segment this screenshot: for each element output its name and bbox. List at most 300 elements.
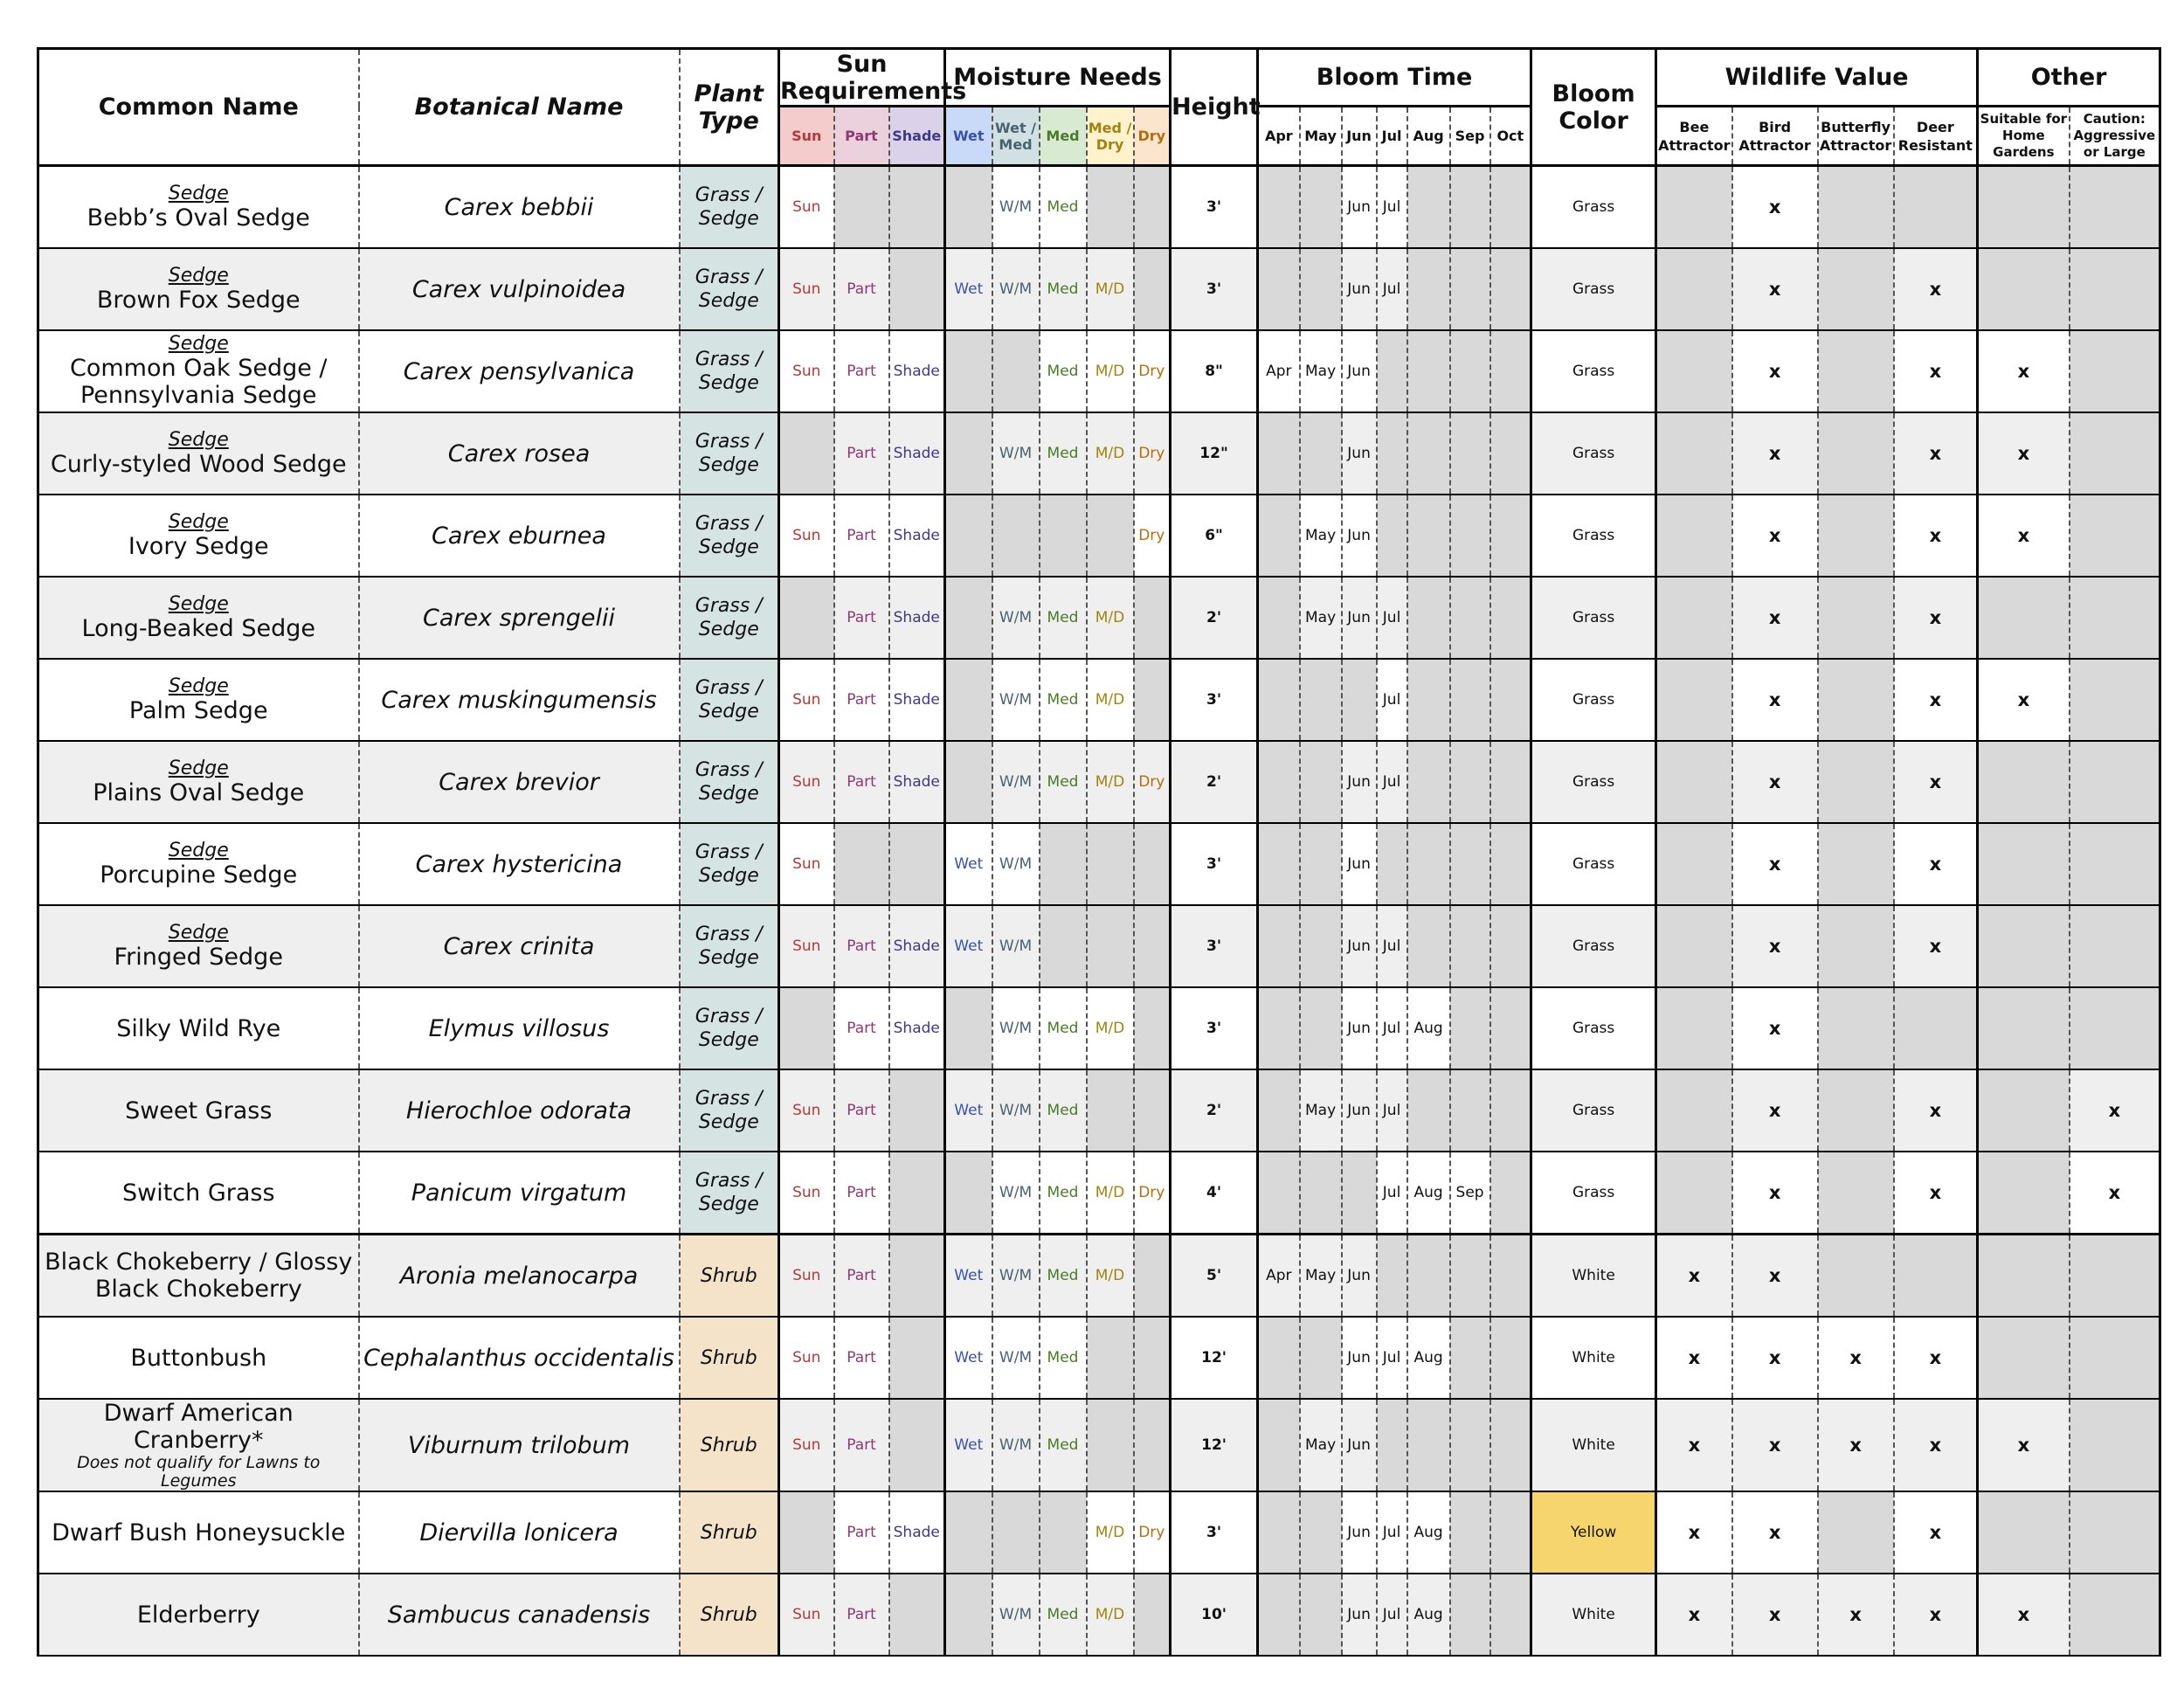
wildlife-cell bbox=[1894, 659, 1978, 741]
header-bloom-time: Bloom Time bbox=[1258, 49, 1531, 107]
sun-cell bbox=[834, 905, 889, 987]
bloom-color-cell bbox=[1531, 166, 1656, 249]
check-mark: x bbox=[2017, 1604, 2030, 1625]
sun-cell bbox=[779, 1235, 834, 1318]
plant-botanical-name: Diervilla lonicera bbox=[419, 1519, 619, 1546]
wildlife-cell bbox=[1894, 166, 1978, 249]
moisture-cell bbox=[945, 412, 992, 495]
header-row-top bbox=[38, 49, 2160, 107]
height-cell bbox=[1171, 1152, 1258, 1235]
bloom-month-cell bbox=[1490, 166, 1531, 249]
other-cell bbox=[2070, 412, 2160, 495]
header-plant-type: Plant Type bbox=[680, 49, 779, 166]
bloom-month-cell bbox=[1450, 1317, 1490, 1399]
moisture-cell bbox=[992, 166, 1040, 249]
moisture-cell bbox=[945, 1235, 992, 1318]
sun-value: Sun bbox=[792, 1102, 821, 1119]
wildlife-cell bbox=[1818, 412, 1894, 495]
plant-category: Sedge bbox=[168, 921, 229, 944]
wildlife-cell bbox=[1656, 330, 1732, 412]
bloom-color-cell bbox=[1531, 1491, 1656, 1574]
plant-common-name: Ivory Sedge bbox=[128, 532, 269, 560]
sun-value: Sun bbox=[792, 1267, 821, 1284]
botanical-name-cell bbox=[359, 1317, 680, 1399]
bloom-month-cell bbox=[1258, 166, 1300, 249]
bloom-month-cell bbox=[1407, 1399, 1450, 1491]
other-cell bbox=[1978, 577, 2070, 659]
check-mark: x bbox=[1929, 279, 1942, 300]
table-row bbox=[38, 741, 2160, 823]
check-mark: x bbox=[2017, 689, 2030, 710]
bloom-month-cell bbox=[1407, 166, 1450, 249]
other-cell bbox=[1978, 248, 2070, 330]
moisture-value: M/D bbox=[1095, 363, 1125, 380]
wildlife-cell bbox=[1818, 905, 1894, 987]
moisture-cell bbox=[1134, 987, 1171, 1069]
moisture-value: W/M bbox=[999, 1349, 1033, 1366]
check-mark: x bbox=[1849, 1604, 1862, 1625]
check-mark: x bbox=[1768, 279, 1781, 300]
bloom-month-cell bbox=[1258, 987, 1300, 1069]
other-cell bbox=[1978, 330, 2070, 412]
sun-value: Shade bbox=[893, 609, 940, 626]
wildlife-cell bbox=[1732, 1399, 1818, 1491]
bloom-month-cell bbox=[1450, 248, 1490, 330]
sun-cell bbox=[834, 741, 889, 823]
check-mark: x bbox=[2017, 443, 2030, 464]
plant-table bbox=[37, 47, 2161, 1657]
bloom-month-cell bbox=[1490, 1235, 1531, 1318]
moisture-cell bbox=[1134, 412, 1171, 495]
bloom-month-cell bbox=[1377, 495, 1407, 577]
moisture-cell bbox=[1087, 577, 1134, 659]
moisture-value: M/D bbox=[1095, 1020, 1125, 1037]
bloom-month-cell bbox=[1342, 741, 1377, 823]
table-row bbox=[38, 1399, 2160, 1491]
moisture-cell bbox=[945, 330, 992, 412]
table-row bbox=[38, 412, 2160, 495]
table-row bbox=[38, 1491, 2160, 1574]
common-name-cell bbox=[38, 412, 359, 495]
bloom-month: Jul bbox=[1382, 1102, 1401, 1119]
bloom-month-cell bbox=[1258, 823, 1300, 905]
wildlife-cell bbox=[1894, 248, 1978, 330]
sun-cell bbox=[889, 659, 945, 741]
check-mark: x bbox=[1768, 1100, 1781, 1121]
botanical-name-cell bbox=[359, 495, 680, 577]
bloom-month-cell bbox=[1377, 1491, 1407, 1574]
bloom-month-cell bbox=[1407, 659, 1450, 741]
other-cell bbox=[1978, 1069, 2070, 1152]
plant-height: 12' bbox=[1201, 1349, 1227, 1366]
wildlife-cell bbox=[1732, 1235, 1818, 1318]
sun-cell bbox=[779, 412, 834, 495]
sun-value: Part bbox=[847, 609, 876, 626]
wildlife-cell bbox=[1656, 248, 1732, 330]
bloom-month: Aug bbox=[1413, 1349, 1443, 1366]
check-mark: x bbox=[2017, 525, 2030, 546]
bloom-color-cell bbox=[1531, 248, 1656, 330]
bloom-month-cell bbox=[1450, 495, 1490, 577]
plant-height: 6" bbox=[1205, 527, 1223, 544]
sun-cell bbox=[779, 905, 834, 987]
bloom-month: Jun bbox=[1347, 1267, 1371, 1284]
other-cell bbox=[2070, 330, 2160, 412]
moisture-cell bbox=[1040, 1152, 1087, 1235]
moisture-cell bbox=[1087, 330, 1134, 412]
other-cell bbox=[2070, 823, 2160, 905]
botanical-name-cell bbox=[359, 1574, 680, 1656]
table-row bbox=[38, 1317, 2160, 1399]
bloom-month-cell bbox=[1490, 1399, 1531, 1491]
wildlife-cell bbox=[1732, 412, 1818, 495]
other-cell bbox=[2070, 1399, 2160, 1491]
wildlife-cell bbox=[1656, 659, 1732, 741]
bloom-month-cell bbox=[1450, 330, 1490, 412]
bloom-month-cell bbox=[1300, 577, 1342, 659]
plant-height: 2' bbox=[1206, 609, 1222, 626]
moisture-value: M/D bbox=[1095, 773, 1125, 791]
plant-botanical-name: Viburnum trilobum bbox=[407, 1431, 631, 1459]
bloom-month-cell bbox=[1407, 1491, 1450, 1574]
bloom-month-cell bbox=[1377, 248, 1407, 330]
header-med-dry: Med / Dry bbox=[1087, 107, 1134, 166]
plant-botanical-name: Carex bebbii bbox=[444, 193, 594, 221]
bloom-month-cell bbox=[1258, 1399, 1300, 1491]
wildlife-cell bbox=[1656, 1399, 1732, 1491]
bloom-month: Jun bbox=[1347, 773, 1371, 791]
bloom-color-cell bbox=[1531, 823, 1656, 905]
moisture-cell bbox=[1087, 1491, 1134, 1574]
moisture-cell bbox=[992, 905, 1040, 987]
moisture-cell bbox=[1134, 495, 1171, 577]
moisture-cell bbox=[1087, 823, 1134, 905]
bloom-month-cell bbox=[1300, 1491, 1342, 1574]
moisture-cell bbox=[1134, 1574, 1171, 1656]
sun-cell bbox=[834, 412, 889, 495]
bloom-month-cell bbox=[1407, 412, 1450, 495]
plant-type-cell bbox=[680, 823, 779, 905]
bloom-color: White bbox=[1572, 1349, 1615, 1366]
sun-value: Part bbox=[847, 773, 876, 791]
table-row bbox=[38, 495, 2160, 577]
common-name-cell bbox=[38, 823, 359, 905]
moisture-cell bbox=[1087, 248, 1134, 330]
sun-value: Sun bbox=[792, 937, 821, 955]
check-mark: x bbox=[1929, 361, 1942, 382]
bloom-month-cell bbox=[1377, 166, 1407, 249]
check-mark: x bbox=[1929, 854, 1942, 875]
sun-value: Sun bbox=[792, 363, 821, 380]
moisture-value: M/D bbox=[1095, 609, 1125, 626]
header-wet-med: Wet / Med bbox=[992, 107, 1040, 166]
common-name-cell bbox=[38, 495, 359, 577]
botanical-name-cell bbox=[359, 1152, 680, 1235]
moisture-cell bbox=[945, 577, 992, 659]
bloom-month-cell bbox=[1407, 905, 1450, 987]
moisture-cell bbox=[992, 495, 1040, 577]
bloom-month-cell bbox=[1300, 905, 1342, 987]
bloom-month-cell bbox=[1407, 1235, 1450, 1318]
plant-category: Sedge bbox=[168, 675, 229, 697]
other-cell bbox=[2070, 741, 2160, 823]
table-row bbox=[38, 987, 2160, 1069]
sun-value: Shade bbox=[893, 691, 940, 709]
moisture-value: Med bbox=[1047, 1349, 1079, 1366]
moisture-cell bbox=[992, 823, 1040, 905]
bloom-month-cell bbox=[1450, 1399, 1490, 1491]
check-mark: x bbox=[1688, 1435, 1701, 1456]
other-cell bbox=[2070, 166, 2160, 249]
bloom-month-cell bbox=[1300, 987, 1342, 1069]
bloom-month-cell bbox=[1258, 1152, 1300, 1235]
sun-value: Sun bbox=[792, 855, 821, 873]
moisture-cell bbox=[945, 1491, 992, 1574]
bloom-color: Grass bbox=[1572, 1102, 1615, 1119]
bloom-color: Grass bbox=[1572, 1020, 1615, 1037]
height-cell bbox=[1171, 659, 1258, 741]
plant-height: 8" bbox=[1205, 363, 1223, 380]
other-cell bbox=[2070, 248, 2160, 330]
wildlife-cell bbox=[1818, 577, 1894, 659]
bloom-month: Jun bbox=[1347, 609, 1371, 626]
plant-height: 3' bbox=[1206, 937, 1222, 955]
bloom-month-cell bbox=[1377, 1069, 1407, 1152]
plant-height: 3' bbox=[1206, 280, 1222, 298]
height-cell bbox=[1171, 1069, 1258, 1152]
bloom-month: Sep bbox=[1455, 1184, 1484, 1201]
bloom-month-cell bbox=[1258, 1491, 1300, 1574]
sun-cell bbox=[889, 1399, 945, 1491]
check-mark: x bbox=[1768, 1522, 1781, 1543]
plant-common-name: Dwarf American Cranberry* bbox=[103, 1400, 294, 1454]
bloom-month-cell bbox=[1490, 330, 1531, 412]
bloom-month-cell bbox=[1450, 905, 1490, 987]
height-cell bbox=[1171, 166, 1258, 249]
bloom-month-cell bbox=[1407, 1152, 1450, 1235]
other-cell bbox=[2070, 577, 2160, 659]
height-cell bbox=[1171, 1491, 1258, 1574]
bloom-color-cell bbox=[1531, 905, 1656, 987]
bloom-month-cell bbox=[1407, 495, 1450, 577]
bloom-color: Grass bbox=[1572, 1184, 1615, 1201]
wildlife-cell bbox=[1818, 659, 1894, 741]
bloom-month-cell bbox=[1342, 577, 1377, 659]
plant-type: Grass / Sedge bbox=[695, 1088, 763, 1133]
header-sep: Sep bbox=[1450, 107, 1490, 166]
bloom-month-cell bbox=[1450, 1069, 1490, 1152]
wildlife-cell bbox=[1732, 495, 1818, 577]
check-mark: x bbox=[1929, 607, 1942, 628]
botanical-name-cell bbox=[359, 166, 680, 249]
bloom-month: Jul bbox=[1382, 773, 1401, 791]
sun-value: Part bbox=[847, 937, 876, 955]
sun-cell bbox=[834, 1069, 889, 1152]
moisture-cell bbox=[1040, 905, 1087, 987]
bloom-month-cell bbox=[1450, 577, 1490, 659]
bloom-month-cell bbox=[1450, 1491, 1490, 1574]
plant-botanical-name: Elymus villosus bbox=[428, 1014, 610, 1042]
plant-category: Sedge bbox=[168, 333, 229, 355]
bloom-color: Yellow bbox=[1570, 1524, 1617, 1541]
wildlife-cell bbox=[1818, 987, 1894, 1069]
sun-value: Part bbox=[847, 691, 876, 709]
moisture-cell bbox=[1087, 1069, 1134, 1152]
botanical-name-cell bbox=[359, 1491, 680, 1574]
other-cell bbox=[1978, 1399, 2070, 1491]
moisture-cell bbox=[1134, 166, 1171, 249]
header-sun: Sun bbox=[779, 107, 834, 166]
bloom-month-cell bbox=[1407, 248, 1450, 330]
moisture-cell bbox=[992, 1235, 1040, 1318]
plant-botanical-name: Carex eburnea bbox=[432, 522, 606, 550]
other-cell bbox=[2070, 987, 2160, 1069]
bloom-month: Jun bbox=[1347, 1102, 1371, 1119]
wildlife-cell bbox=[1894, 905, 1978, 987]
bloom-month-cell bbox=[1407, 1069, 1450, 1152]
check-mark: x bbox=[1688, 1347, 1701, 1368]
moisture-cell bbox=[1134, 905, 1171, 987]
height-cell bbox=[1171, 1399, 1258, 1491]
moisture-value: Dry bbox=[1138, 363, 1165, 380]
header-wet: Wet bbox=[945, 107, 992, 166]
sun-cell bbox=[889, 905, 945, 987]
other-cell bbox=[1978, 987, 2070, 1069]
common-name-cell bbox=[38, 1399, 359, 1491]
moisture-value: Wet bbox=[954, 937, 984, 955]
sun-value: Part bbox=[847, 1184, 876, 1201]
bloom-month-cell bbox=[1377, 1399, 1407, 1491]
plant-type: Shrub bbox=[700, 1521, 757, 1544]
table-row bbox=[38, 1069, 2160, 1152]
header-jul: Jul bbox=[1377, 107, 1407, 166]
sun-cell bbox=[834, 577, 889, 659]
wildlife-cell bbox=[1656, 495, 1732, 577]
bloom-month-cell bbox=[1490, 741, 1531, 823]
bloom-color-cell bbox=[1531, 1399, 1656, 1491]
bloom-month-cell bbox=[1450, 166, 1490, 249]
wildlife-cell bbox=[1732, 166, 1818, 249]
moisture-cell bbox=[945, 741, 992, 823]
plant-type: Grass / Sedge bbox=[695, 266, 763, 312]
moisture-value: Med bbox=[1047, 609, 1079, 626]
botanical-name-cell bbox=[359, 659, 680, 741]
plant-common-name: Elderberry bbox=[136, 1601, 260, 1629]
moisture-cell bbox=[945, 1399, 992, 1491]
bloom-month-cell bbox=[1490, 659, 1531, 741]
bloom-month-cell bbox=[1258, 495, 1300, 577]
moisture-value: M/D bbox=[1095, 1524, 1125, 1541]
wildlife-cell bbox=[1894, 1152, 1978, 1235]
plant-height: 12' bbox=[1201, 1436, 1227, 1454]
bloom-month-cell bbox=[1300, 1069, 1342, 1152]
bloom-month: Jul bbox=[1382, 1349, 1401, 1366]
sun-cell bbox=[889, 412, 945, 495]
height-cell bbox=[1171, 987, 1258, 1069]
sun-cell bbox=[889, 987, 945, 1069]
bloom-month-cell bbox=[1258, 412, 1300, 495]
other-cell bbox=[1978, 905, 2070, 987]
check-mark: x bbox=[1929, 771, 1942, 792]
plant-type-cell bbox=[680, 412, 779, 495]
botanical-name-cell bbox=[359, 987, 680, 1069]
check-mark: x bbox=[1768, 1265, 1781, 1286]
common-name-cell bbox=[38, 1574, 359, 1656]
wildlife-cell bbox=[1894, 741, 1978, 823]
wildlife-cell bbox=[1732, 248, 1818, 330]
plant-type: Grass / Sedge bbox=[695, 841, 763, 887]
check-mark: x bbox=[1768, 1604, 1781, 1625]
plant-type: Grass / Sedge bbox=[695, 184, 763, 230]
bloom-month: Jun bbox=[1347, 1524, 1371, 1541]
moisture-value: W/M bbox=[999, 691, 1033, 709]
check-mark: x bbox=[1768, 1182, 1781, 1203]
plant-type: Grass / Sedge bbox=[695, 431, 763, 476]
bloom-month-cell bbox=[1342, 495, 1377, 577]
plant-type-cell bbox=[680, 330, 779, 412]
header-bird: Bird Attractor bbox=[1732, 107, 1818, 166]
bloom-month: Jul bbox=[1382, 1606, 1401, 1623]
wildlife-cell bbox=[1818, 248, 1894, 330]
bloom-month-cell bbox=[1342, 1574, 1377, 1656]
sun-cell bbox=[779, 1399, 834, 1491]
wildlife-cell bbox=[1894, 495, 1978, 577]
moisture-cell bbox=[1134, 1399, 1171, 1491]
plant-type-cell bbox=[680, 659, 779, 741]
check-mark: x bbox=[1768, 1435, 1781, 1456]
header-butterfly: Butterfly Attractor bbox=[1818, 107, 1894, 166]
table-row bbox=[38, 659, 2160, 741]
bloom-month-cell bbox=[1377, 987, 1407, 1069]
moisture-value: W/M bbox=[999, 855, 1033, 873]
sun-cell bbox=[889, 823, 945, 905]
bloom-month-cell bbox=[1490, 1574, 1531, 1656]
moisture-value: Wet bbox=[954, 1436, 984, 1454]
wildlife-cell bbox=[1732, 577, 1818, 659]
sun-value: Shade bbox=[893, 1020, 940, 1037]
moisture-cell bbox=[1040, 987, 1087, 1069]
other-cell bbox=[1978, 659, 2070, 741]
bloom-month-cell bbox=[1377, 1317, 1407, 1399]
moisture-value: Wet bbox=[954, 280, 984, 298]
wildlife-cell bbox=[1732, 659, 1818, 741]
bloom-month-cell bbox=[1300, 1235, 1342, 1318]
plant-type: Shrub bbox=[700, 1603, 757, 1626]
sun-value: Part bbox=[847, 1267, 876, 1284]
check-mark: x bbox=[1929, 936, 1942, 957]
wildlife-cell bbox=[1656, 166, 1732, 249]
check-mark: x bbox=[1929, 525, 1942, 546]
header-jun: Jun bbox=[1342, 107, 1377, 166]
bloom-month-cell bbox=[1450, 1152, 1490, 1235]
plant-common-name: Silky Wild Rye bbox=[116, 1014, 281, 1042]
moisture-cell bbox=[1040, 659, 1087, 741]
moisture-value: Med bbox=[1047, 198, 1079, 216]
check-mark: x bbox=[1929, 1604, 1942, 1625]
wildlife-cell bbox=[1732, 1574, 1818, 1656]
bloom-month-cell bbox=[1377, 905, 1407, 987]
bloom-month-cell bbox=[1300, 166, 1342, 249]
check-mark: x bbox=[1768, 443, 1781, 464]
wildlife-cell bbox=[1894, 330, 1978, 412]
plant-type: Grass / Sedge bbox=[695, 595, 763, 640]
header-apr: Apr bbox=[1258, 107, 1300, 166]
other-cell bbox=[1978, 823, 2070, 905]
bloom-month: Jul bbox=[1382, 1524, 1401, 1541]
common-name-cell bbox=[38, 1491, 359, 1574]
header-med: Med bbox=[1040, 107, 1087, 166]
plant-common-name: Sweet Grass bbox=[125, 1097, 273, 1124]
